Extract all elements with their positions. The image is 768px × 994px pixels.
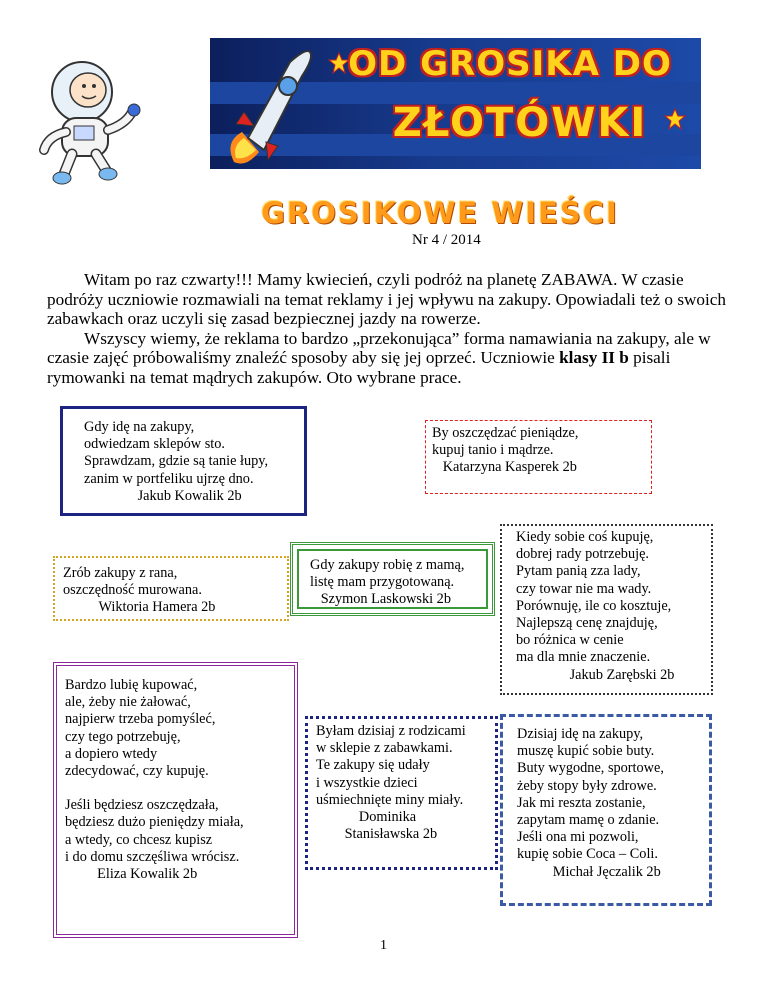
page-number: 1 [380,938,387,953]
banner-title-line2: ZŁOTÓWKI [392,100,648,146]
poem-line: czy tego potrzebuję, [65,728,181,745]
poem-box-laskowski [290,542,495,616]
poem-author: Jakub Zarębski 2b [516,666,675,683]
poem-line: Jeśli ona mi pozwoli, [517,829,639,846]
poem-box-zarebski [500,524,713,695]
banner-title-line1: OD GROSIKA DO [348,44,672,84]
header-banner [210,38,701,169]
poem-line: Dzisiaj idę na zakupy, [517,726,644,742]
poem-line: zanim w portfeliku ujrzę dno. [84,470,254,487]
poem-line: żeby stopy były zdrowe. [517,777,657,794]
poem-line: odwiedzam sklepów sto. [84,436,225,453]
poem-line: kupię sobie Coca – Coli. [517,846,658,863]
poem-line: Gdy zakupy robię z mamą, [310,557,465,573]
poem-line: Te zakupy się udały [316,757,430,774]
poem-line: kupuj tanio i mądrze. [432,442,554,459]
poem-line: najpierw trzeba pomyśleć, [65,711,216,728]
poem-line: Bardzo lubię kupować, [65,677,198,693]
poem-line: będziesz dużo pieniędzy miała, [65,814,244,831]
poem-author: Wiktoria Hamera 2b [63,599,216,616]
poem-author: Katarzyna Kasperek 2b [432,459,577,476]
poem-author: Stanisławska 2b [316,826,438,843]
poem-line: Jeśli będziesz oszczędzała, [65,797,219,814]
poem-line: w sklepie z zabawkami. [316,740,453,757]
poem-line: czy towar nie ma wady. [516,580,652,597]
poem-line: Sprawdzam, gdzie są tanie łupy, [84,453,269,470]
poem-author: Michał Jęczalik 2b [517,863,661,880]
poem-line: a wtedy, co chcesz kupisz [65,831,213,848]
poem-line: Gdy idę na zakupy, [84,419,195,435]
poem-line: i do domu szczęśliwa wrócisz. [65,848,240,865]
poem-author: Dominika [316,809,417,826]
poem-line: ma dla mnie znaczenie. [516,649,651,666]
poem-box-kowalik [60,406,307,516]
poem-line: muszę kupić sobie buty. [517,743,655,760]
poem-line: Buty wygodne, sportowe, [517,760,664,777]
poem-box-hamera [53,556,289,621]
poem-line: dobrej rady potrzebuję. [516,546,649,563]
astronaut-illustration [18,52,146,187]
issue-number: Nr 4 / 2014 [412,232,481,248]
poem-box-dominika [305,716,498,870]
intro-paragraph-1: Witam po raz czwarty!!! Mamy kwiecień, czyli podróż na planetę ZABAWA. W czasie podróży uczniowie rozmawiali na temat reklamy i jej wpływu na zakupy. Opowiadali też o swoich zabawkach oraz uczyli się zasad bezpiecznej jazdy na rowerze. [47,270,727,329]
poem-author: Eliza Kowalik 2b [65,866,198,883]
poem-box-kasperek [425,420,652,494]
poem-line: oszczędność murowana. [63,582,202,599]
poem-line: zdecydować, czy kupuję. [65,763,209,780]
intro-text [47,270,731,388]
intro-text-part: pisali rymowanki na temat mądrych zakupów. Oto wybrane prace. [47,348,671,387]
rocket-icon [214,42,324,166]
poem-line: ale, żeby nie żałować, [65,694,191,711]
poem-box-jeczalik [500,714,712,906]
poem-line: Byłam dzisiaj z rodzicami [316,723,466,739]
poem-line: Najlepszą cenę znajduję, [516,615,658,632]
intro-paragraph-2 [47,329,731,388]
poem-author: Szymon Laskowski 2b [310,591,451,608]
poem-box-eliza [53,662,298,938]
poem-line: bo różnica w cenie [516,632,624,649]
poem-line: a dopiero wtedy [65,745,158,762]
poem-line: Kiedy sobie coś kupuję, [516,529,654,545]
poem-line: listę mam przygotowaną. [310,574,455,591]
poem-line: By oszczędzać pieniądze, [432,425,579,441]
poem-line: uśmiechnięte miny miały. [316,791,464,808]
intro-text-part: Wszyscy wiemy, że reklama to bardzo „przekonująca” forma namawiania na zakupy, ale w czasie zajęć próbowaliśmy znaleźć sposoby aby się jej oprzeć. Uczniowie [47,328,711,368]
newsletter-title: GROSIKOWE WIEŚCI [261,196,619,230]
class-name-bold: klasy II b [559,348,629,368]
poem-line: Jak mi reszta zostanie, [517,794,646,811]
poem-line: i wszystkie dzieci [316,774,418,791]
poem-line: Zrób zakupy z rana, [63,565,178,581]
poem-author: Jakub Kowalik 2b [84,487,242,504]
poem-line: Porównuję, ile co kosztuje, [516,597,672,614]
poem-line: zapytam mamę o zdanie. [517,812,660,829]
poem-line: Pytam panią zza lady, [516,563,641,580]
